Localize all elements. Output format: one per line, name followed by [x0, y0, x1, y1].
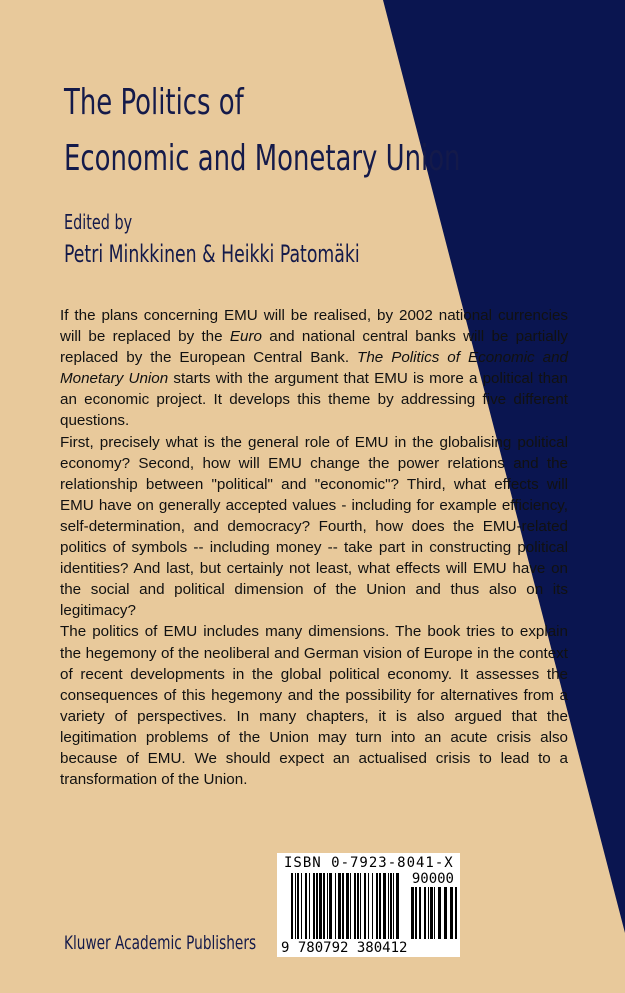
barcode-bar [323, 873, 325, 939]
barcode-bar [327, 873, 328, 939]
text: If the plans concerning EMU will be realised, by 2002 national currencies will be replaced by the [60, 307, 568, 346]
barcode-bar [376, 873, 378, 939]
title-line-1: The Politics of [64, 82, 244, 123]
barcode-bar [316, 873, 318, 939]
barcode-bar [360, 873, 361, 939]
barcode-bar [415, 887, 417, 939]
barcode-bar [434, 887, 435, 939]
barcode-bar [305, 873, 307, 939]
text: starts with the argument that EMU is more a political than an economic project. It develops this theme by addressing five different questions. [60, 370, 568, 430]
barcode-bar [396, 873, 399, 939]
barcode-bar [438, 887, 441, 939]
barcode-bar [393, 873, 394, 939]
barcode-bar [383, 873, 386, 939]
barcode-bar [450, 887, 453, 939]
book-title-italic: The Politics of Economic and Monetary Union [60, 349, 568, 388]
barcode-bar [357, 873, 359, 939]
barcode-bar [309, 873, 310, 939]
price-code: 90000 [411, 871, 454, 887]
blurb-paragraph-2: First, precisely what is the general role of EMU in the globalising political economy? Second, how will EMU change the power relations and the relationship between "political" and "economic"? Third, what effects will EMU have on generally accepted values - including for example efficiency, self-determination, and democracy? Fourth, how does the EMU-related politics of symbols -- including money -- take part in constructing political identities? And last, but certainly not least, what effects will EMU have on the social and political dimension of the Union and thus also on its legitimacy? [60, 433, 568, 620]
barcode-bar [346, 873, 349, 939]
barcode-bar [444, 887, 447, 939]
blurb-paragraph-1 [60, 305, 568, 432]
text: and national central banks will be partially replaced by the European Central Bank. [60, 328, 568, 367]
isbn-text: ISBN 0-7923-8041-X [284, 855, 454, 871]
isbn-barcode [277, 853, 460, 957]
blurb-paragraph-3: The politics of EMU includes many dimensions. The book tries to explain the hegemony of the neoliberal and German vision of Europe in the context of recent developments in the global political economy. It assesses the consequences of this hegemony and the possibility for alternatives from a variety of perspectives. In many chapters, it is also argued that the legitimation problems of the Union may turn into an acute crisis also because of EMU. We should expect an actualised crisis to lead to a transformation of the Union. [60, 623, 568, 789]
barcode-bar [338, 873, 341, 939]
barcode-bar [297, 873, 299, 939]
barcode-bar [411, 887, 414, 939]
barcode-bar [364, 873, 366, 939]
barcode-bar [301, 873, 302, 939]
barcode-bar [419, 887, 421, 939]
barcode-bar [350, 873, 351, 939]
barcode-bar [354, 873, 356, 939]
barcode-bar [379, 873, 381, 939]
edited-by-label: Edited by [64, 210, 133, 234]
barcode-bar [424, 887, 426, 939]
barcode-bar [291, 873, 293, 939]
barcode-bar [295, 873, 296, 939]
blurb [60, 305, 568, 790]
barcode-bar [455, 887, 457, 939]
publisher: Kluwer Academic Publishers [64, 932, 257, 954]
barcode-bar [388, 873, 389, 939]
barcode-bar [372, 873, 373, 939]
barcode-bar [335, 873, 336, 939]
title-line-2: Economic and Monetary Union [64, 138, 461, 179]
euro-italic: Euro [229, 328, 262, 346]
barcode-bar [313, 873, 315, 939]
ean-digits: 9 780792 380412 [281, 940, 408, 956]
barcode-bar [329, 873, 332, 939]
barcode-bar [319, 873, 322, 939]
barcode-bar [390, 873, 392, 939]
barcode-bar [368, 873, 369, 939]
barcode-bar [342, 873, 344, 939]
editors: Petri Minkkinen & Heikki Patomäki [64, 240, 360, 268]
barcode-bar [428, 887, 429, 939]
barcode-bar [430, 887, 433, 939]
